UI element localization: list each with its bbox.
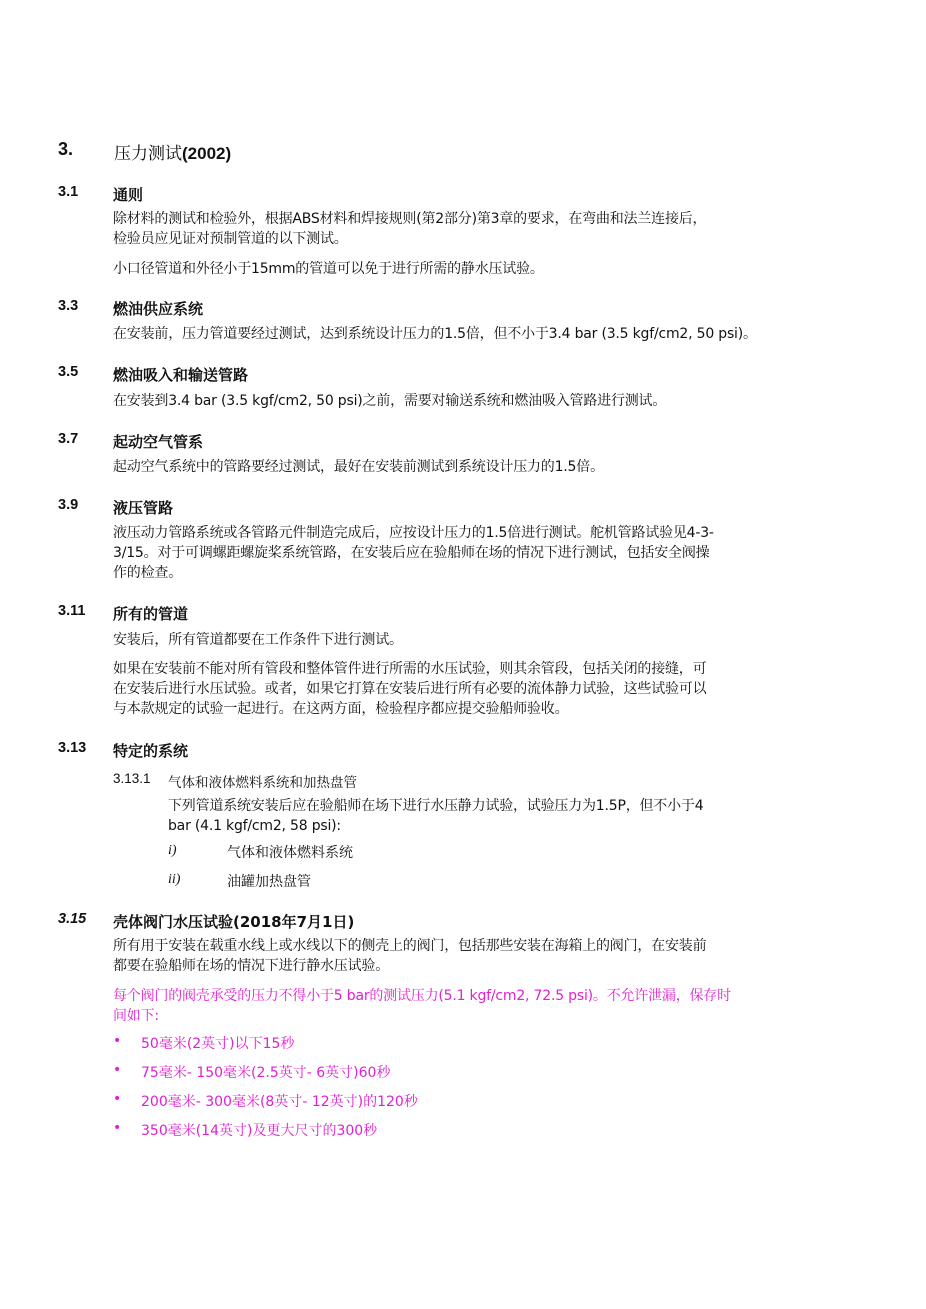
paragraph-3-15-highlight: 每个阀门的阀壳承受的压力不得小于5 bar的测试压力(5.1 kgf/cm2, 72.5 psi)。不允许泄漏，保存时 间如下: [113, 988, 731, 1024]
chapter-number: 3. [58, 139, 74, 159]
bullet-dot-icon: • [113, 1033, 122, 1049]
paragraph-3-1-a: 除材料的测试和检验外，根据ABS材料和焊接规则(第2部分)第3章的要求，在弯曲和法兰连接后， 检验员应见证对预制管道的以下测试。 [113, 211, 707, 247]
paragraph-3-11-a: 安装后，所有管道都要在工作条件下进行测试。 [113, 632, 403, 648]
paragraph-3-5: 在安装到3.4 bar (3.5 kgf/cm2, 50 psi)之前，需要对输送系统和燃油吸入管路进行测试。 [113, 393, 667, 409]
section-title: 液压管路 [113, 499, 174, 517]
list-marker: ii) [168, 872, 181, 887]
paragraph-3-15: 所有用于安装在载重水线上或水线以下的侧壳上的阀门，包括那些安装在海箱上的阀门，在安装前 都要在验船师在场的情况下进行静水压试验。 [113, 938, 707, 974]
section-title: 壳体阀门水压试验(2018年7月1日) [113, 913, 355, 931]
section-title: 燃油吸入和输送管路 [113, 366, 249, 384]
bullet-text: 350毫米(14英寸)及更大尺寸的300秒 [141, 1123, 378, 1139]
subsection-heading-3-13-1 [113, 771, 357, 791]
subsection-number: 3.13.1 [113, 771, 151, 786]
bullet-text: 75毫米- 150毫米(2.5英寸- 6英寸)60秒 [141, 1065, 391, 1081]
list-item-text: 气体和液体燃料系统 [227, 845, 353, 861]
section-title: 起动空气管系 [113, 433, 204, 451]
section-number: 3.11 [58, 603, 86, 619]
paragraph-3-11-b: 如果在安装前不能对所有管段和整体管件进行所需的水压试验，则其余管段，包括关闭的接缝，可 在安装后进行水压试验。或者，如果它打算在安装后进行所有必要的流体静力试验，这些试验可以 与本款规定的试验一起进行。在这两方面，检验程序都应提交验船师验收。 [113, 661, 707, 717]
subsection-title: 气体和液体燃料系统和加热盘管 [168, 775, 357, 791]
section-number: 3.5 [58, 364, 79, 380]
list-item-text: 油罐加热盘管 [227, 874, 311, 890]
section-number: 3.13 [58, 740, 87, 756]
bullet-dot-icon: • [113, 1091, 122, 1107]
section-number: 3.1 [58, 184, 79, 200]
list-marker: i) [168, 843, 177, 858]
paragraph-3-13-1: 下列管道系统安装后应在验船师在场下进行水压静力试验，试验压力为1.5P，但不小于4 bar (4.1 kgf/cm2, 58 psi): [168, 798, 704, 834]
paragraph-3-1-b: 小口径管道和外径小于15mm的管道可以免于进行所需的静水压试验。 [113, 261, 544, 277]
section-number: 3.15 [58, 911, 87, 927]
section-title: 所有的管道 [113, 605, 189, 623]
bullet-text: 200毫米- 300毫米(8英寸- 12英寸)的120秒 [141, 1094, 418, 1110]
section-number: 3.9 [58, 497, 79, 513]
paragraph-3-7: 起动空气系统中的管路要经过测试，最好在安装前测试到系统设计压力的1.5倍。 [113, 459, 604, 475]
bullet-text: 50毫米(2英寸)以下15秒 [141, 1036, 295, 1052]
bullet-dot-icon: • [113, 1120, 122, 1136]
section-title: 特定的系统 [113, 742, 189, 760]
section-number: 3.7 [58, 431, 79, 447]
list-item [168, 871, 311, 890]
paragraph-3-3: 在安装前，压力管道要经过测试，达到系统设计压力的1.5倍，但不小于3.4 bar (3.5 kgf/cm2, 50 psi)。 [113, 326, 757, 342]
section-title: 通则 [113, 186, 144, 204]
chapter-title: 压力测试(2002) [114, 144, 232, 164]
paragraph-3-9: 液压动力管路系统或各管路元件制造完成后，应按设计压力的1.5倍进行测试。舵机管路试验见4-3- 3/15。对于可调螺距螺旋桨系统管路，在安装后应在验船师在场的情况下进行测试，包括安全阀操 作的检查。 [113, 525, 714, 581]
section-number: 3.3 [58, 298, 79, 314]
list-item [168, 842, 353, 861]
bullet-dot-icon: • [113, 1062, 122, 1078]
section-title: 燃油供应系统 [113, 300, 204, 318]
